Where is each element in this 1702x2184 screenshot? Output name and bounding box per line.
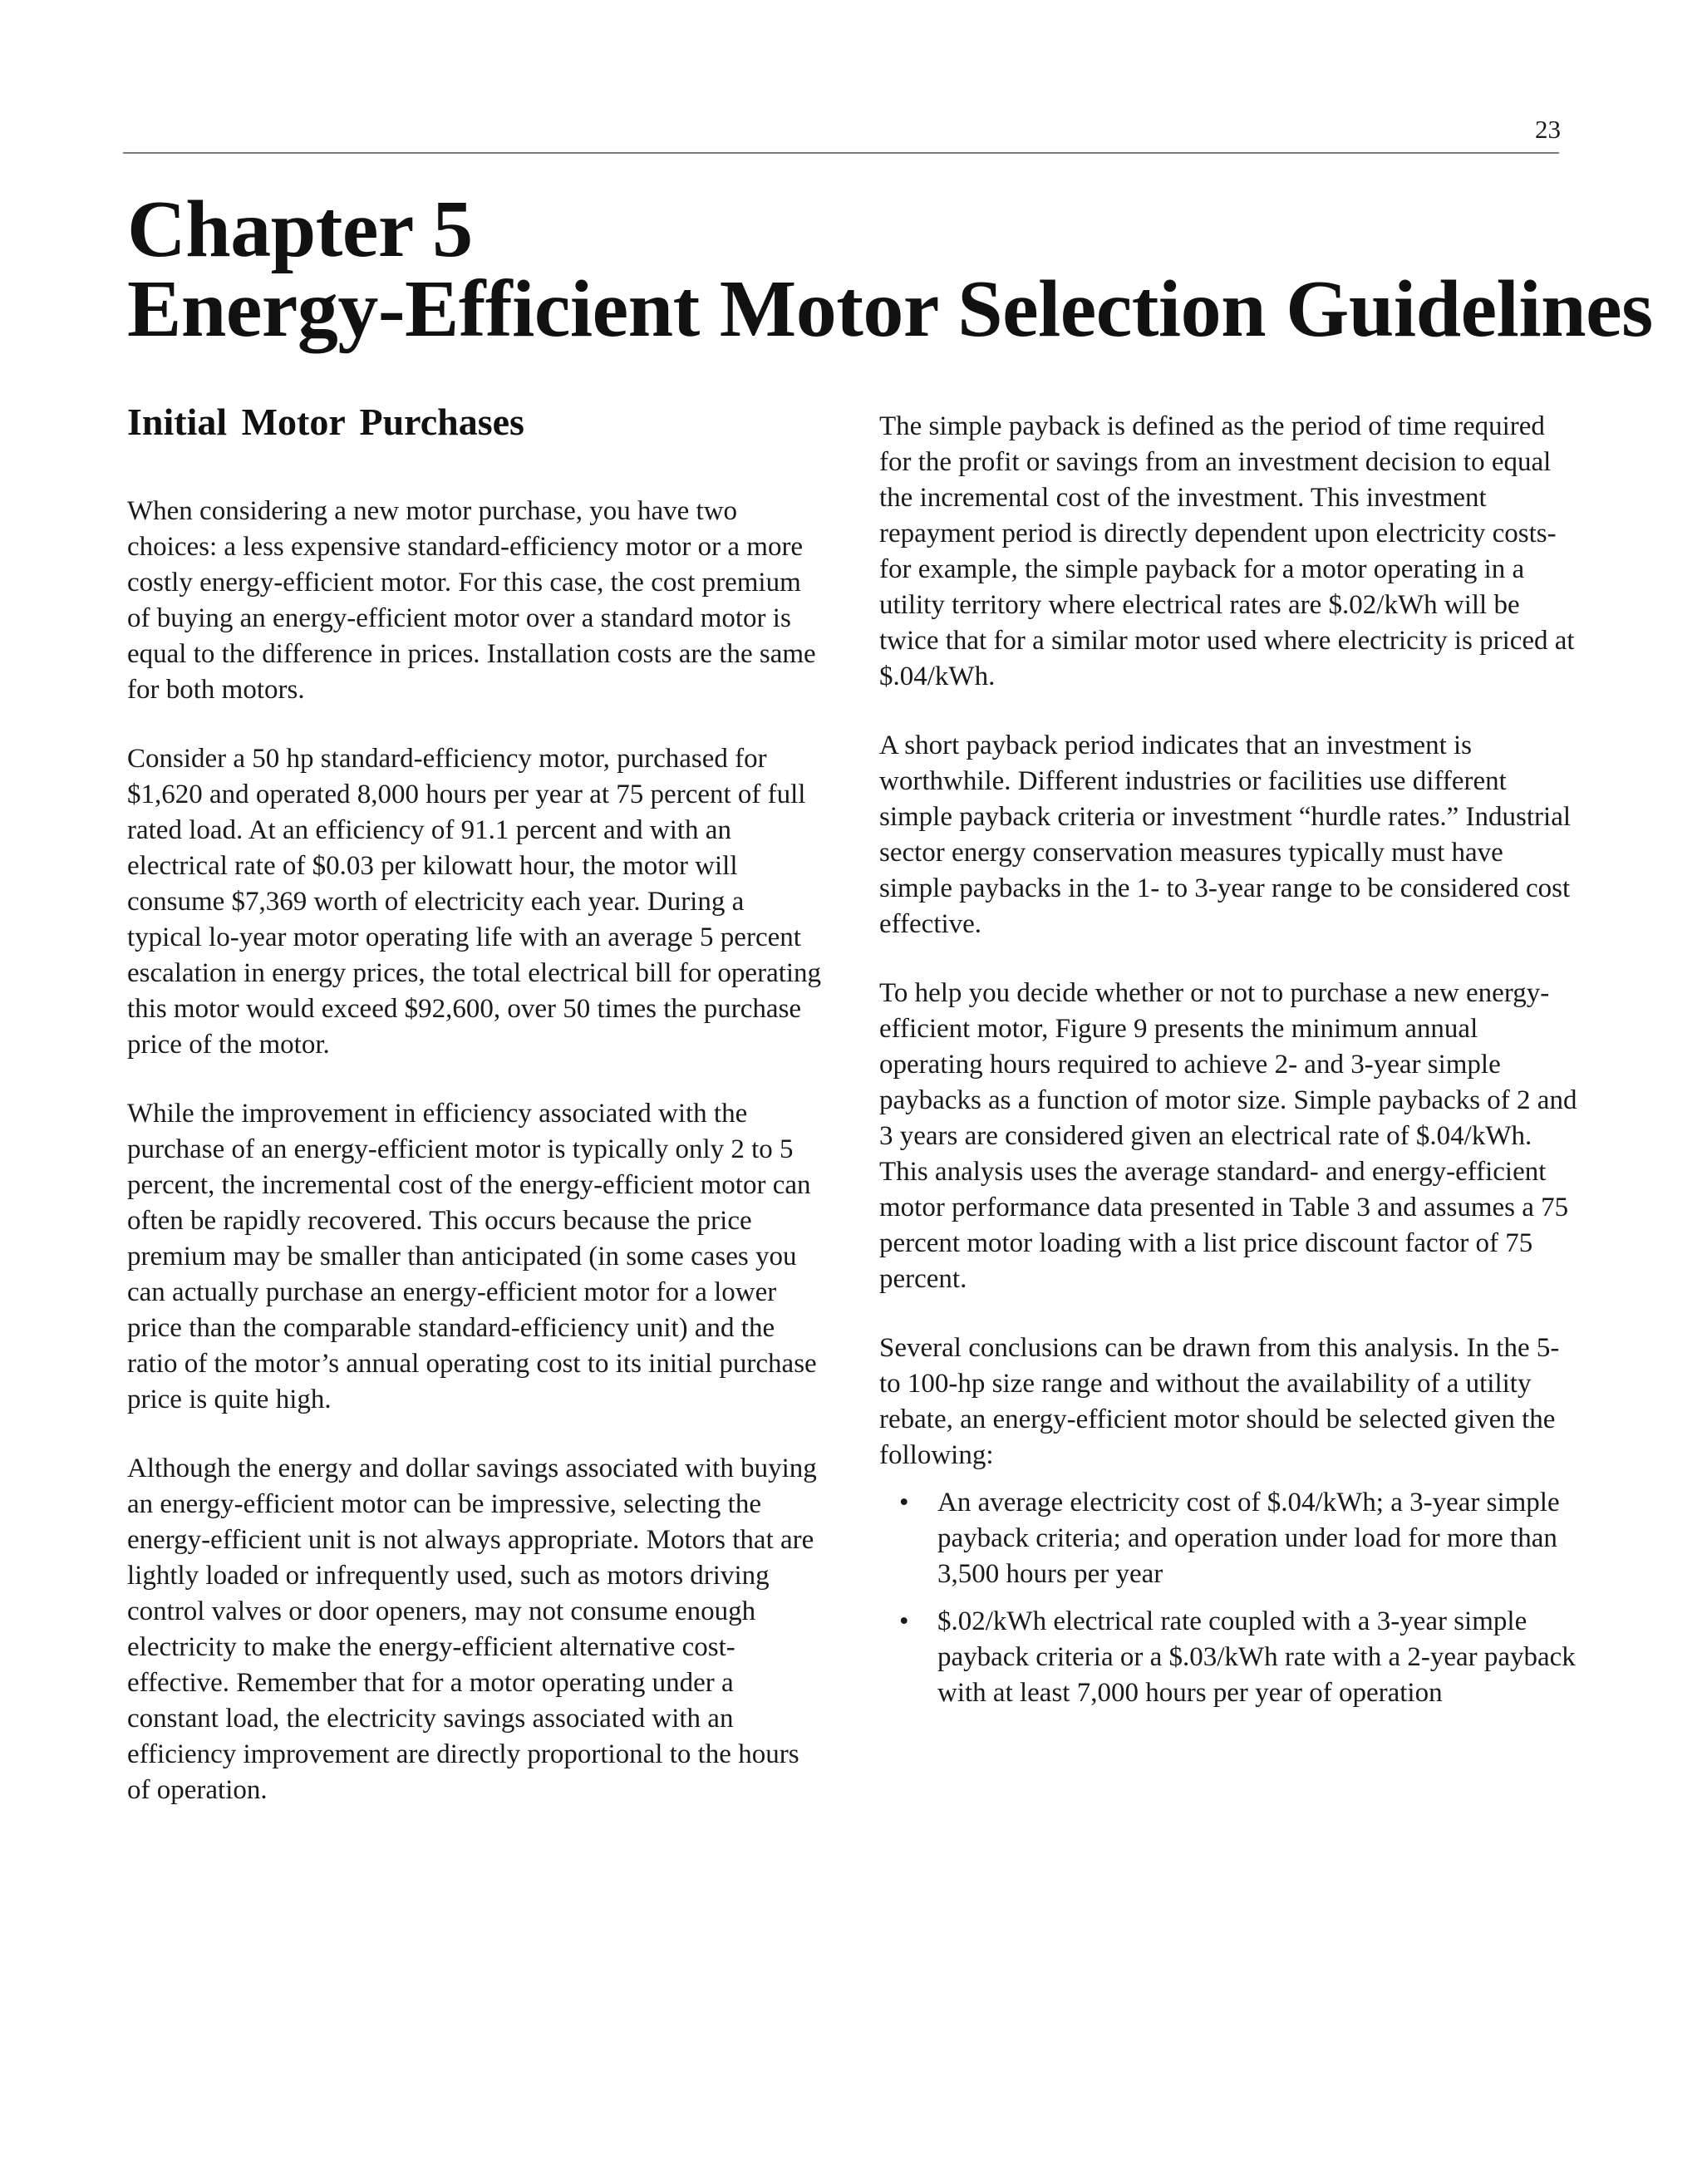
paragraph: To help you decide whether or not to purchase a new energy-efficient motor, Figure 9 presents the minimum annual operating hours required to achieve 2- and 3-year simple paybacks as a function of motor size. Simple paybacks of 2 and 3 years are considered given an electrical rate of $.04/kWh. This analysis uses the average standard- and energy-efficient motor performance data presented in Table 3 and assumes a 75 percent motor loading with a list price discount factor of 75 percent. (879, 978, 1577, 1294)
header-rule (123, 152, 1559, 154)
paragraph: Although the energy and dollar savings associated with buying an energy-efficient motor can be impressive, selecting the energy-efficient unit is not always appropriate. Motors that are lightly loaded or infrequently used, such as motors driving control valves or door openers, may not consume enough electricity to make the energy-efficient alternative cost-effective. Remember that for a motor operating under a constant load, the electricity savings associated with an efficiency improvement are directly proportional to the hours of operation. (127, 1454, 817, 1805)
list-item-text: $.02/kWh electrical rate coupled with a 3-year simple payback criteria or a $.03/kWh rate with a 2-year payback with at least 7,000 hours per year of operation (937, 1606, 1576, 1708)
paragraph: A short payback period indicates that an investment is worthwhile. Different industries or facilities use different simple payback criteria or investment “hurdle rates.” Industrial sector energy conservation measures typically must have simple paybacks in the 1- to 3-year range to be considered cost effective. (879, 730, 1572, 939)
paragraph: Several conclusions can be drawn from this analysis. In the 5- to 100-hp size range and without the availability of a utility rebate, an energy-efficient motor should be selected given the following: (879, 1333, 1560, 1470)
bullet-list (879, 1485, 1577, 1711)
list-item (879, 1485, 1577, 1592)
list-item (879, 1604, 1577, 1711)
list-item-text: An average electricity cost of $.04/kWh; a 3-year simple payback criteria; and operation under load for more than 3,500 hours per year (937, 1488, 1560, 1589)
right-column (879, 409, 1577, 1723)
page-number: 23 (1535, 115, 1561, 144)
chapter-number: Chapter 5 (127, 184, 473, 274)
bullet-icon: • (899, 1488, 909, 1517)
chapter-heading (127, 184, 1653, 354)
left-column (127, 397, 825, 1842)
chapter-title: Energy-Efficient Motor Selection Guidelines (127, 264, 1653, 354)
paragraph: Consider a 50 hp standard-efficiency motor, purchased for $1,620 and operated 8,000 hours per year at 75 percent of full rated load. At an efficiency of 91.1 percent and with an electrical rate of $0.03 per kilowatt hour, the motor will consume $7,369 worth of electricity each year. During a typical lo-year motor operating life with an average 5 percent escalation in energy prices, the total electrical bill for operating this motor would exceed $92,600, over 50 times the purchase price of the motor. (127, 744, 822, 1060)
bullet-icon: • (899, 1606, 909, 1636)
paragraph: While the improvement in efficiency associated with the purchase of an energy-efficient motor is typically only 2 to 5 percent, the incremental cost of the energy-efficient motor can often be rapidly recovered. This occurs because the price premium may be smaller than anticipated (in some cases you can actually purchase an energy-efficient motor for a lower price than the comparable standard-efficiency unit) and the ratio of the motor’s annual operating cost to its initial purchase price is quite high. (127, 1099, 817, 1414)
paragraph: The simple payback is defined as the period of time required for the profit or savings from an investment decision to equal the incremental cost of the investment. This investment repayment period is directly dependent upon electricity costs-for example, the simple payback for a motor operating in a utility territory where electrical rates are $.02/kWh will be twice that for a similar motor used where electricity is priced at $.04/kWh. (879, 411, 1575, 691)
paragraph: When considering a new motor purchase, you have two choices: a less expensive standard-efficiency motor or a more costly energy-efficient motor. For this case, the cost premium of buying an energy-efficient motor over a standard motor is equal to the difference in prices. Installation costs are the same for both motors. (127, 496, 816, 705)
section-title: Initial Motor Purchases (127, 401, 524, 443)
